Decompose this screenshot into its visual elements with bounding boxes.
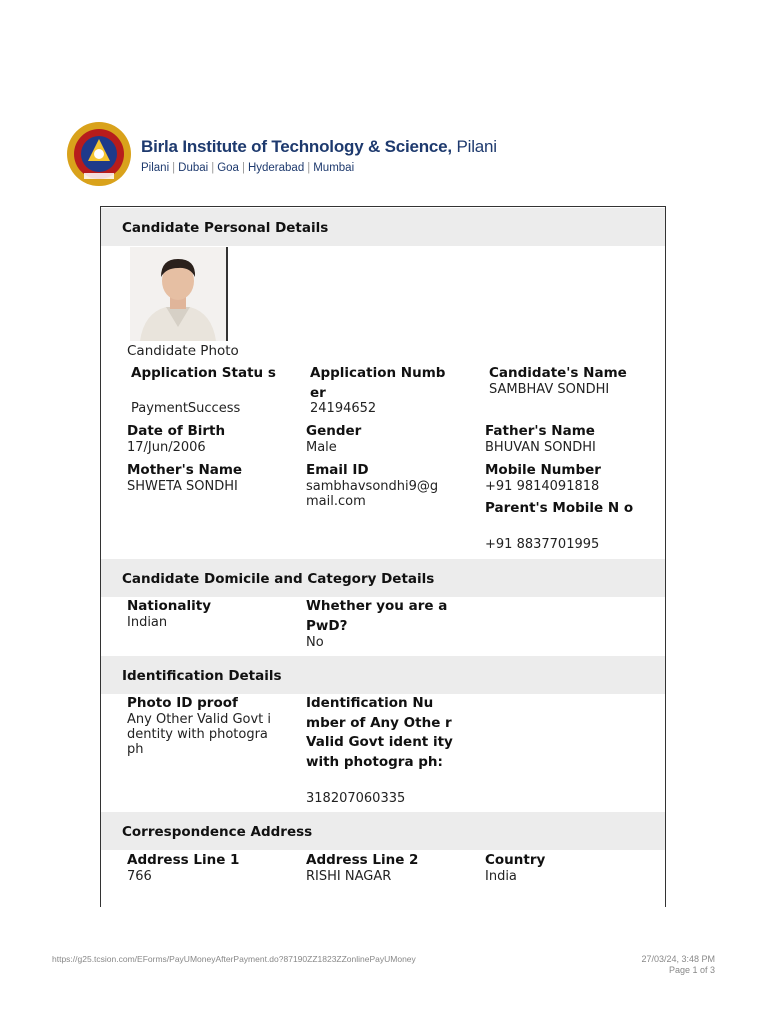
country-label: Country	[485, 852, 546, 868]
dob-value: 17/Jun/2006	[127, 440, 206, 455]
gender-label: Gender	[306, 423, 362, 439]
pwd-value: No	[306, 635, 324, 650]
institute-name: Birla Institute of Technology & Science, Pilani	[141, 137, 497, 156]
campus-item: Goa	[217, 162, 239, 174]
application-form	[100, 206, 666, 907]
photo-id-value: Any Other Valid Govt i dentity with photogra ph	[127, 712, 272, 757]
section-personal-header: Candidate Personal Details	[101, 208, 665, 246]
address-line2-value: RISHI NAGAR	[306, 869, 392, 884]
address-line2-label: Address Line 2	[306, 852, 419, 868]
institute-header	[66, 121, 506, 187]
section-domicile-header: Candidate Domicile and Category Details	[101, 559, 665, 597]
nationality-value: Indian	[127, 615, 168, 630]
footer-meta	[641, 954, 715, 976]
father-name-label: Father's Name	[485, 423, 595, 439]
parent-mobile-label: Parent's Mobile N o	[485, 500, 634, 516]
mobile-label: Mobile Number	[485, 462, 601, 478]
campus-item: Hyderabad	[247, 162, 305, 174]
mother-name-value: SHWETA SONDHI	[127, 479, 238, 494]
footer-timestamp: 27/03/24, 3:48 PM	[641, 954, 715, 964]
campus-item: Mumbai	[313, 162, 355, 174]
application-status-value: PaymentSuccess	[131, 401, 241, 416]
id-number-value: 318207060335	[306, 791, 406, 806]
section-identification-header: Identification Details	[101, 656, 665, 694]
address-line1-label: Address Line 1	[127, 852, 240, 868]
dob-label: Date of Birth	[127, 423, 226, 439]
photo-caption: Candidate Photo	[127, 343, 239, 359]
pwd-label: Whether you are a PwD?	[306, 598, 448, 634]
candidate-name-label: Candidate's Name	[489, 365, 627, 381]
father-name-value: BHUVAN SONDHI	[485, 440, 596, 455]
campus-item: Pilani	[141, 162, 170, 174]
parent-mobile-value: +91 8837701995	[485, 537, 600, 552]
id-number-label: Identification Nu mber of Any Othe r Valid Govt ident ity with photogra ph:	[306, 695, 453, 770]
photo-id-label: Photo ID proof	[127, 695, 238, 711]
mobile-value: +91 9814091818	[485, 479, 600, 494]
campus-list: Pilani | Dubai | Goa | Hyderabad | Mumbai	[141, 162, 355, 174]
mother-name-label: Mother's Name	[127, 462, 243, 478]
gender-value: Male	[306, 440, 337, 455]
footer-url: https://g25.tcsion.com/EForms/PayUMoneyAfterPayment.do?87190ZZ1823ZZonlinePayUMoney	[52, 954, 416, 964]
email-label: Email ID	[306, 462, 369, 478]
application-status-label: Application Statu s	[131, 365, 276, 381]
candidate-name-value: SAMBHAV SONDHI	[489, 382, 610, 397]
application-number-value: 24194652	[310, 401, 377, 416]
footer-page-number: Page 1 of 3	[668, 965, 715, 975]
address-line1-value: 766	[127, 869, 152, 884]
nationality-label: Nationality	[127, 598, 211, 614]
email-value: sambhavsondhi9@g mail.com	[306, 479, 439, 509]
country-value: India	[485, 869, 517, 884]
campus-item: Dubai	[178, 162, 209, 174]
bits-logo-icon	[66, 121, 132, 187]
candidate-photo	[130, 247, 228, 341]
section-correspondence-header: Correspondence Address	[101, 812, 665, 850]
application-number-label: Application Numb er	[310, 365, 446, 401]
